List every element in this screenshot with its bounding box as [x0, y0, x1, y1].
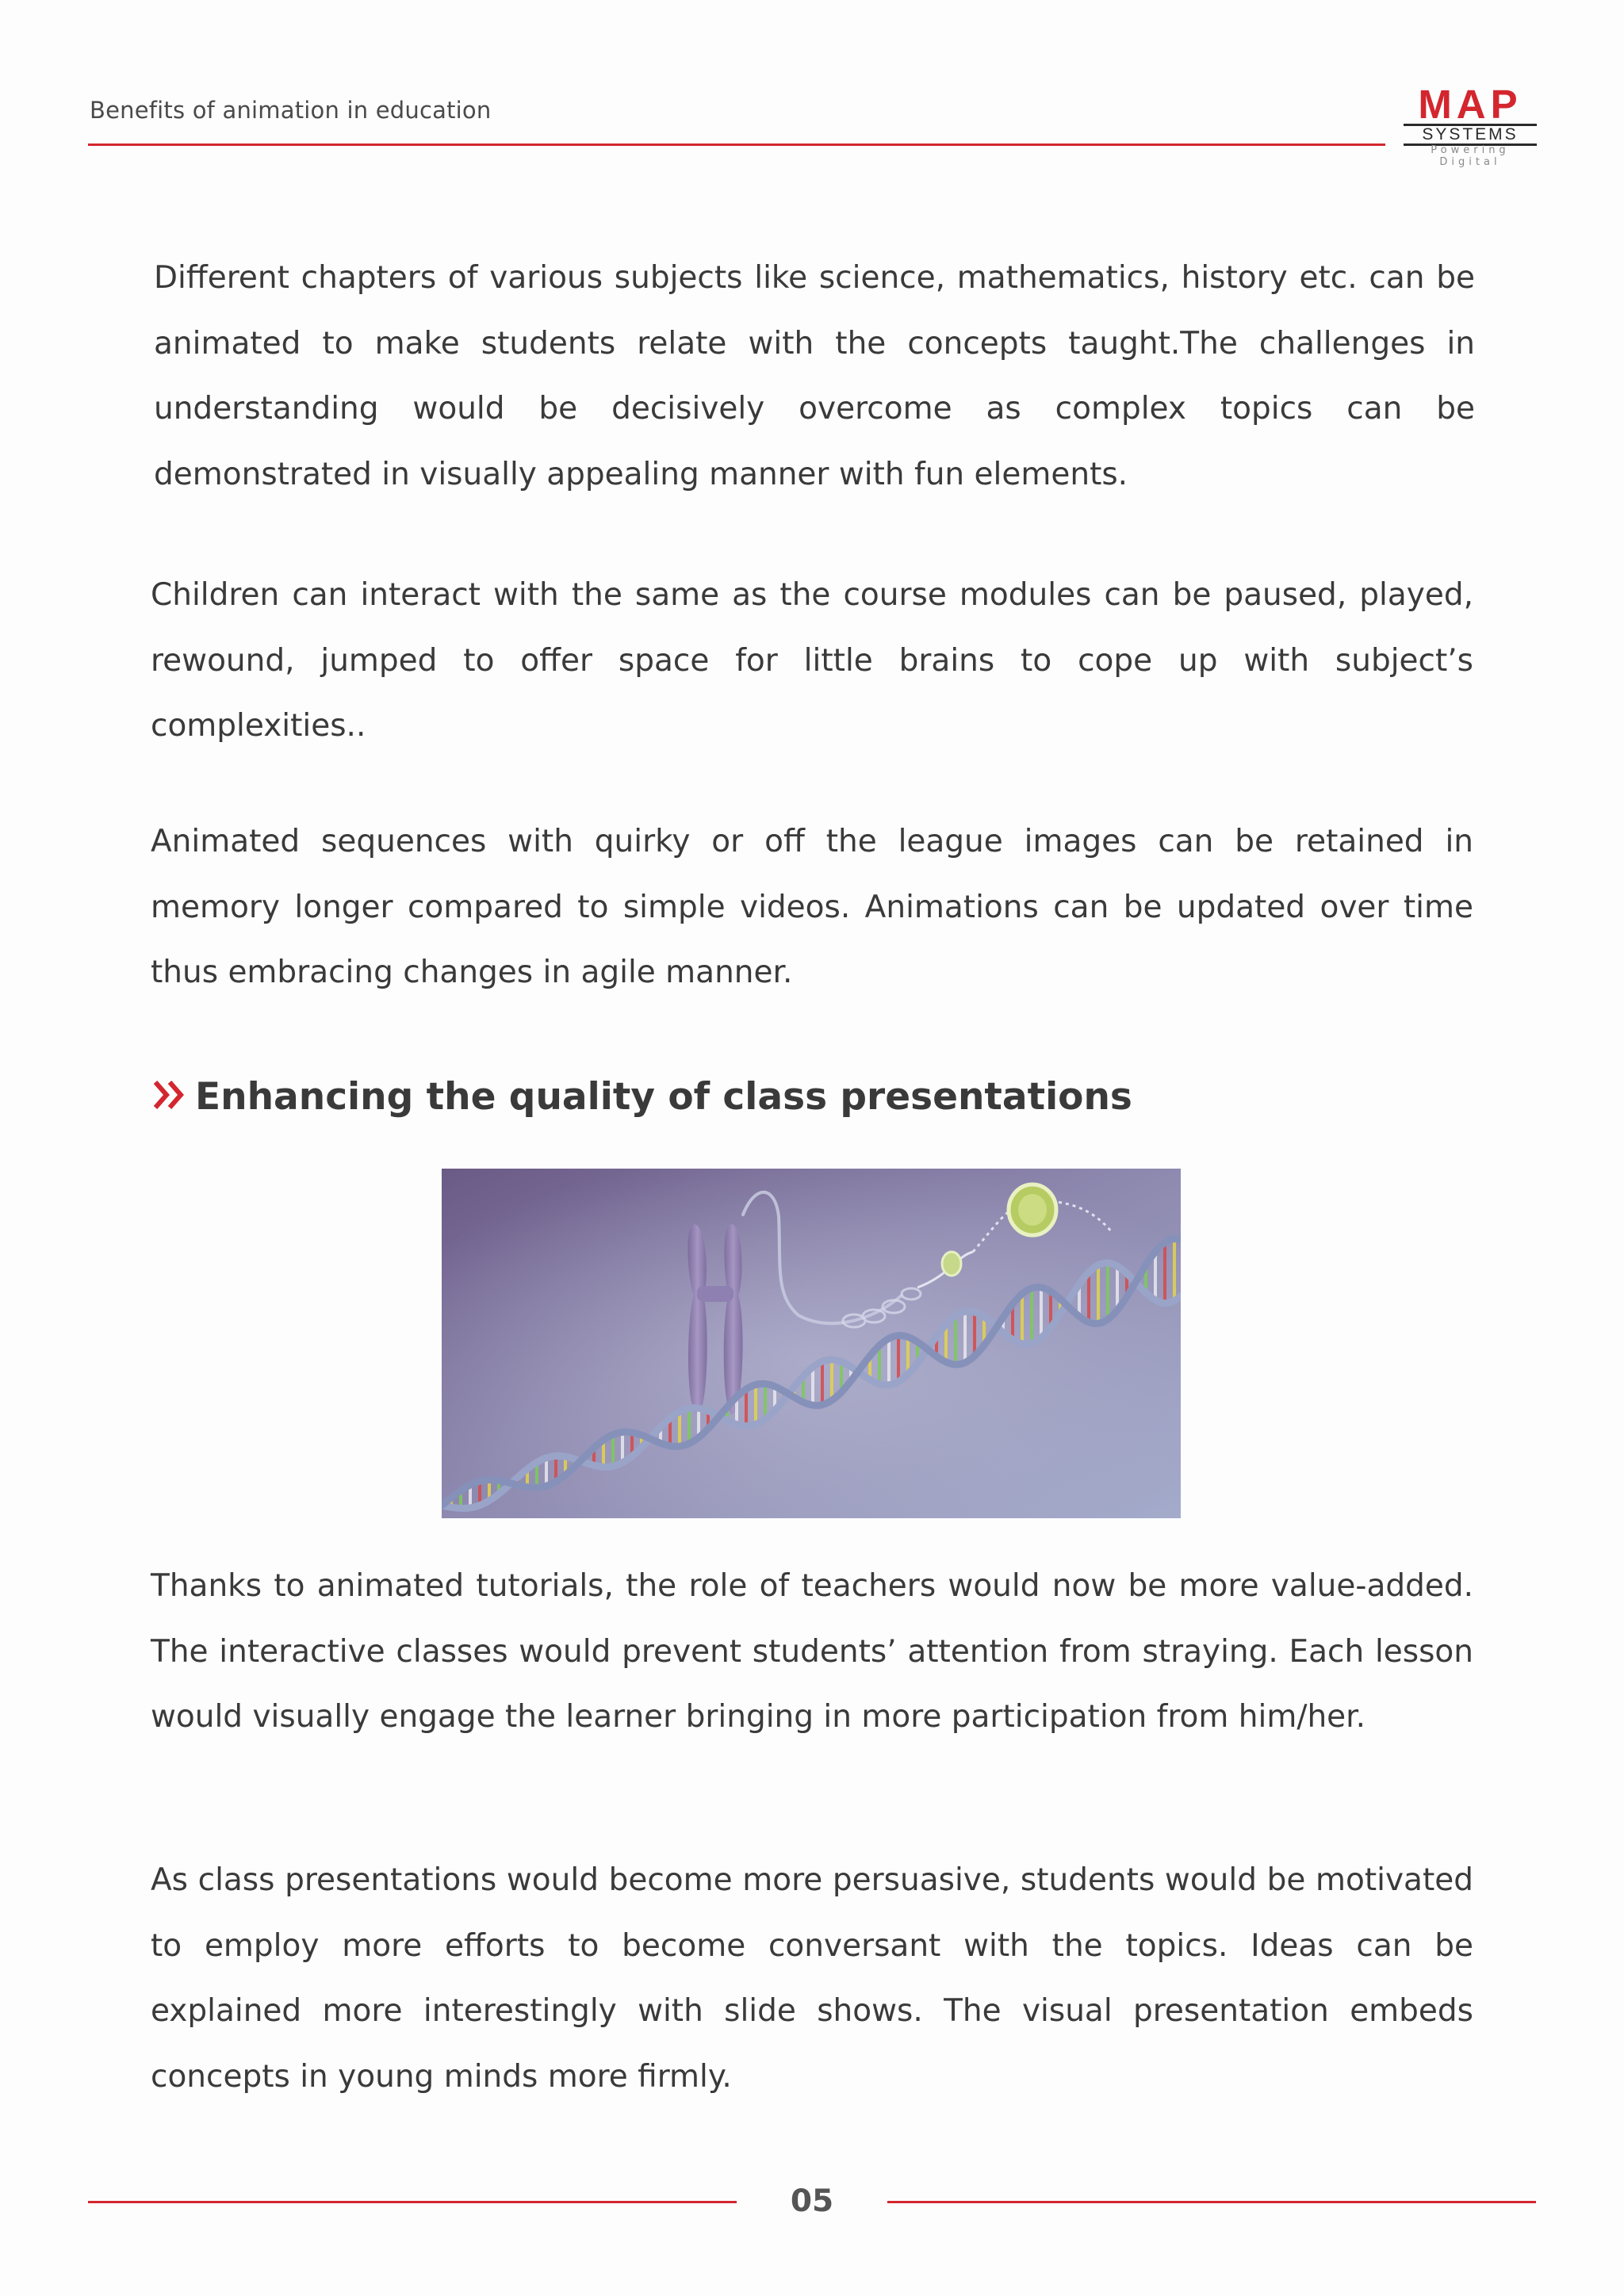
- paragraph: Different chapters of various subjects like science, mathematics, history etc. can be animated to make students relate with the concepts taught.The challenges in understanding would be decisively overcome as complex topics can be demonstrated in visually appealing manner with fun elements.: [154, 260, 1475, 492]
- paragraph: As class presentations would become more persuasive, students would be motivated to employ more efforts to become conversant with the topics. Ideas can be explained more interestingly with slide shows. The visual presentation embeds concepts in young minds more firmly.: [151, 1862, 1473, 2095]
- section-title: Enhancing the quality of class presentations: [195, 1074, 1132, 1119]
- paragraph: Animated sequences with quirky or off the league images can be retained in memory longer compared to simple videos. Animations can be updated over time thus embracing changes in agile manner.: [151, 824, 1473, 990]
- footer-divider-left: [88, 2201, 737, 2203]
- map-systems-logo: [1400, 82, 1540, 168]
- footer-divider-right: [887, 2201, 1536, 2203]
- header-title: Benefits of animation in education: [90, 97, 492, 124]
- paragraph: Thanks to animated tutorials, the role of teachers would now be more value-added. The interactive classes would prevent students’ attention from straying. Each lesson would visually engage the learner bringing in more participation from him/her.: [151, 1568, 1473, 1735]
- double-chevron-right-icon: [152, 1079, 187, 1114]
- header-divider: [88, 144, 1385, 146]
- logo-subname: SYSTEMS: [1404, 124, 1537, 146]
- logo-name: MAP: [1418, 82, 1522, 127]
- page-number: 05: [790, 2183, 834, 2219]
- section-heading: [152, 1069, 1132, 1124]
- logo-tagline: Powering Digital: [1431, 144, 1510, 168]
- dna-helix-image: [442, 1169, 1181, 1518]
- paragraph: Children can interact with the same as the course modules can be paused, played, rewound, jumped to offer space for little brains to cope up with subject’s complexities..: [151, 577, 1473, 744]
